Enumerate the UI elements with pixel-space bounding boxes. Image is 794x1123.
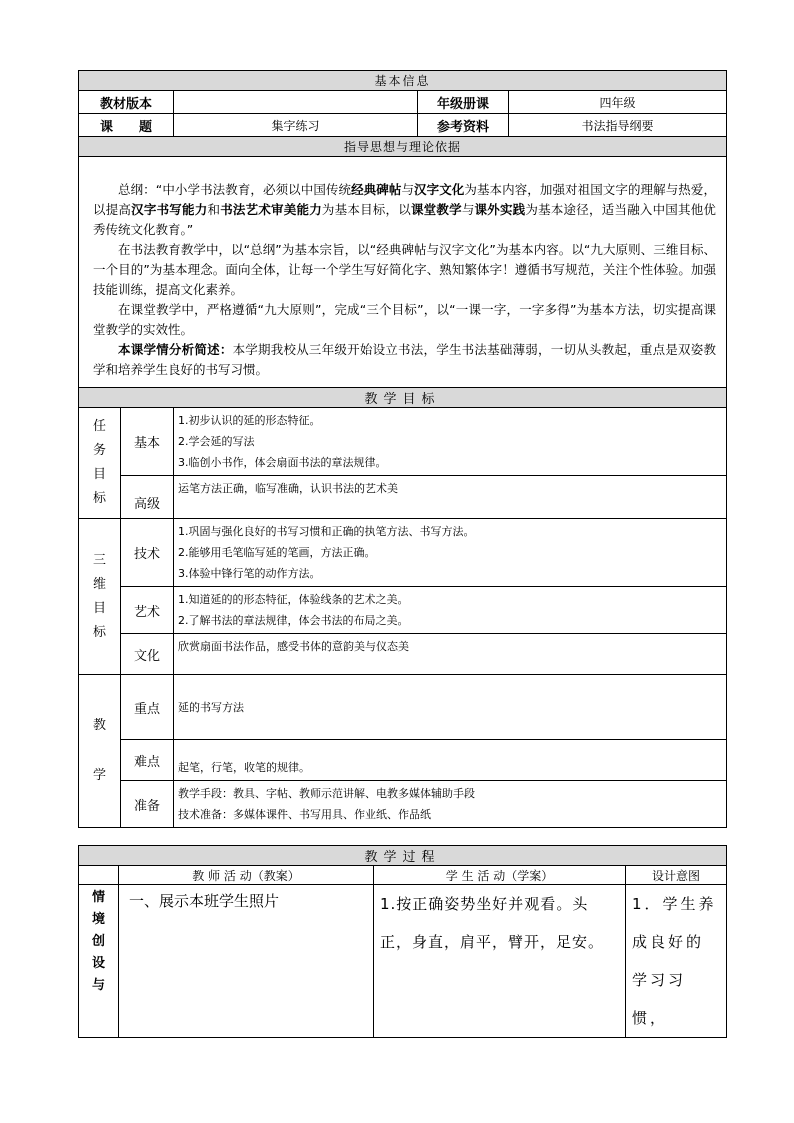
analysis-paragraph bbox=[93, 340, 716, 380]
basic-info-header: 基本信息 bbox=[79, 71, 727, 91]
education-paragraph: 在书法教育教学中，以“总纲”为基本宗旨，以“经典碑帖与汉字文化”为基本内容。以“九大原则、三维目标、一个目的”为基本理念。面向全体，让每一个学生写好简化字、熟知繁体字！遵循书写规范，关注个性体验。加强技能训练，提高文化素养。 bbox=[93, 242, 717, 297]
textbook-version-label: 教材版本 bbox=[79, 91, 174, 114]
goals-header: 教学目标 bbox=[79, 388, 727, 408]
tech-label: 技术 bbox=[121, 519, 174, 587]
basic-goals: 1.初步认识的延的形态特征。 2.学会延的写法 3.临创小书作，体会扇面书法的章法规律。 bbox=[174, 408, 727, 476]
outline-keyword: 经典碑帖 bbox=[351, 182, 402, 197]
process-header: 教学过程 bbox=[79, 846, 727, 866]
guide-header: 指导思想与理论依据 bbox=[79, 137, 727, 157]
stage-header bbox=[79, 866, 119, 885]
advanced-label: 高级 bbox=[121, 476, 174, 519]
culture-goals: 欣赏扇面书法作品，感受书体的意韵美与仪态美 bbox=[174, 634, 727, 675]
preparation: 教学手段：教具、字帖、教师示范讲解、电教多媒体辅助手段 技术准备：多媒体课件、书写用具、作业纸、作品纸 bbox=[174, 781, 727, 828]
teacher-activity-header: 教 师 活 动（教案） bbox=[119, 866, 374, 885]
design-intent-header: 设计意图 bbox=[626, 866, 727, 885]
key-point: 延的书写方法 bbox=[174, 675, 727, 740]
outline-paragraph bbox=[93, 180, 716, 240]
difficulty: 起笔，行笔，收笔的规律。 bbox=[174, 740, 727, 781]
lesson-topic-label: 课 题 bbox=[79, 114, 174, 137]
culture-label: 文化 bbox=[121, 634, 174, 675]
preparation-label: 准备 bbox=[121, 781, 174, 828]
outline-keyword: 课堂教学 bbox=[410, 202, 462, 217]
tech-goals: 1.巩固与强化良好的书写习惯和正确的执笔方法、书写方法。 2.能够用毛笔临写延的笔画，方法正确。 3.体验中锋行笔的动作方法。 bbox=[174, 519, 727, 587]
outline-text: 与 bbox=[401, 182, 415, 197]
outline-text: 为基本途径，适当融入中国其他优秀传统文化教育。” bbox=[93, 202, 716, 237]
outline-text: 为基本目标，以 bbox=[321, 202, 411, 217]
textbook-version-value bbox=[174, 91, 418, 114]
basic-label: 基本 bbox=[121, 408, 174, 476]
outline-text: 总纲：“中小学书法教育，必须以中国传统 bbox=[118, 182, 352, 197]
advanced-goals: 运笔方法正确，临写准确，认识书法的艺术美 bbox=[174, 476, 727, 519]
reference-label: 参考资料 bbox=[418, 114, 509, 137]
student-activity: 1.按正确姿势坐好并观看。头正，身直，肩平，臂开，足安。 bbox=[374, 885, 626, 1038]
classroom-paragraph: 在课堂教学中，严格遵循“九大原则”，完成“三个目标”，以“一课一字，一字多得”为基本方法，切实提高课堂教学的实效性。 bbox=[93, 302, 717, 337]
teaching-process-table bbox=[78, 845, 727, 1038]
teaching-label: 教 学 bbox=[79, 675, 121, 828]
guiding-ideology-text bbox=[79, 157, 727, 388]
lesson-topic-value: 集字练习 bbox=[174, 114, 418, 137]
design-intent: 1．学生养成良好的学习习惯， bbox=[626, 885, 727, 1038]
art-goals: 1.知道延的的形态特征，体验线条的艺术之美。 2.了解书法的章法规律，体会书法的布局之美。 bbox=[174, 587, 727, 634]
outline-text: 与 bbox=[461, 202, 475, 217]
outline-keyword: 汉字书写能力 bbox=[131, 202, 208, 217]
outline-keyword: 课外实践 bbox=[474, 202, 526, 217]
teacher-activity: 一、展示本班学生照片 bbox=[119, 885, 374, 1038]
stage-label: 情 境 创 设 与 bbox=[79, 885, 119, 1038]
analysis-text: 本学期我校从三年级开始设立书法，学生书法基础薄弱，一切从头教起，重点是双姿教学和培养学生良好的书写习惯。 bbox=[93, 342, 716, 377]
analysis-label: 本课学情分析简述： bbox=[118, 342, 233, 357]
three-dim-goals-label: 三 维 目 标 bbox=[79, 519, 121, 675]
task-goals-label: 任 务 目 标 bbox=[79, 408, 121, 519]
grade-label: 年级册课 bbox=[418, 91, 509, 114]
outline-text: 为基本内容，加强对祖国文字的理解与热爱，以提高 bbox=[93, 182, 716, 217]
lesson-info-table bbox=[78, 70, 727, 828]
outline-keyword: 书法艺术审美能力 bbox=[220, 202, 322, 217]
outline-text: 和 bbox=[207, 202, 221, 217]
outline-keyword: 汉字文化 bbox=[414, 182, 465, 197]
reference-value: 书法指导纲要 bbox=[509, 114, 727, 137]
student-activity-header: 学 生 活 动（学案） bbox=[374, 866, 626, 885]
key-point-label: 重点 bbox=[121, 675, 174, 740]
difficulty-label: 难点 bbox=[121, 740, 174, 781]
art-label: 艺术 bbox=[121, 587, 174, 634]
grade-value: 四年级 bbox=[509, 91, 727, 114]
